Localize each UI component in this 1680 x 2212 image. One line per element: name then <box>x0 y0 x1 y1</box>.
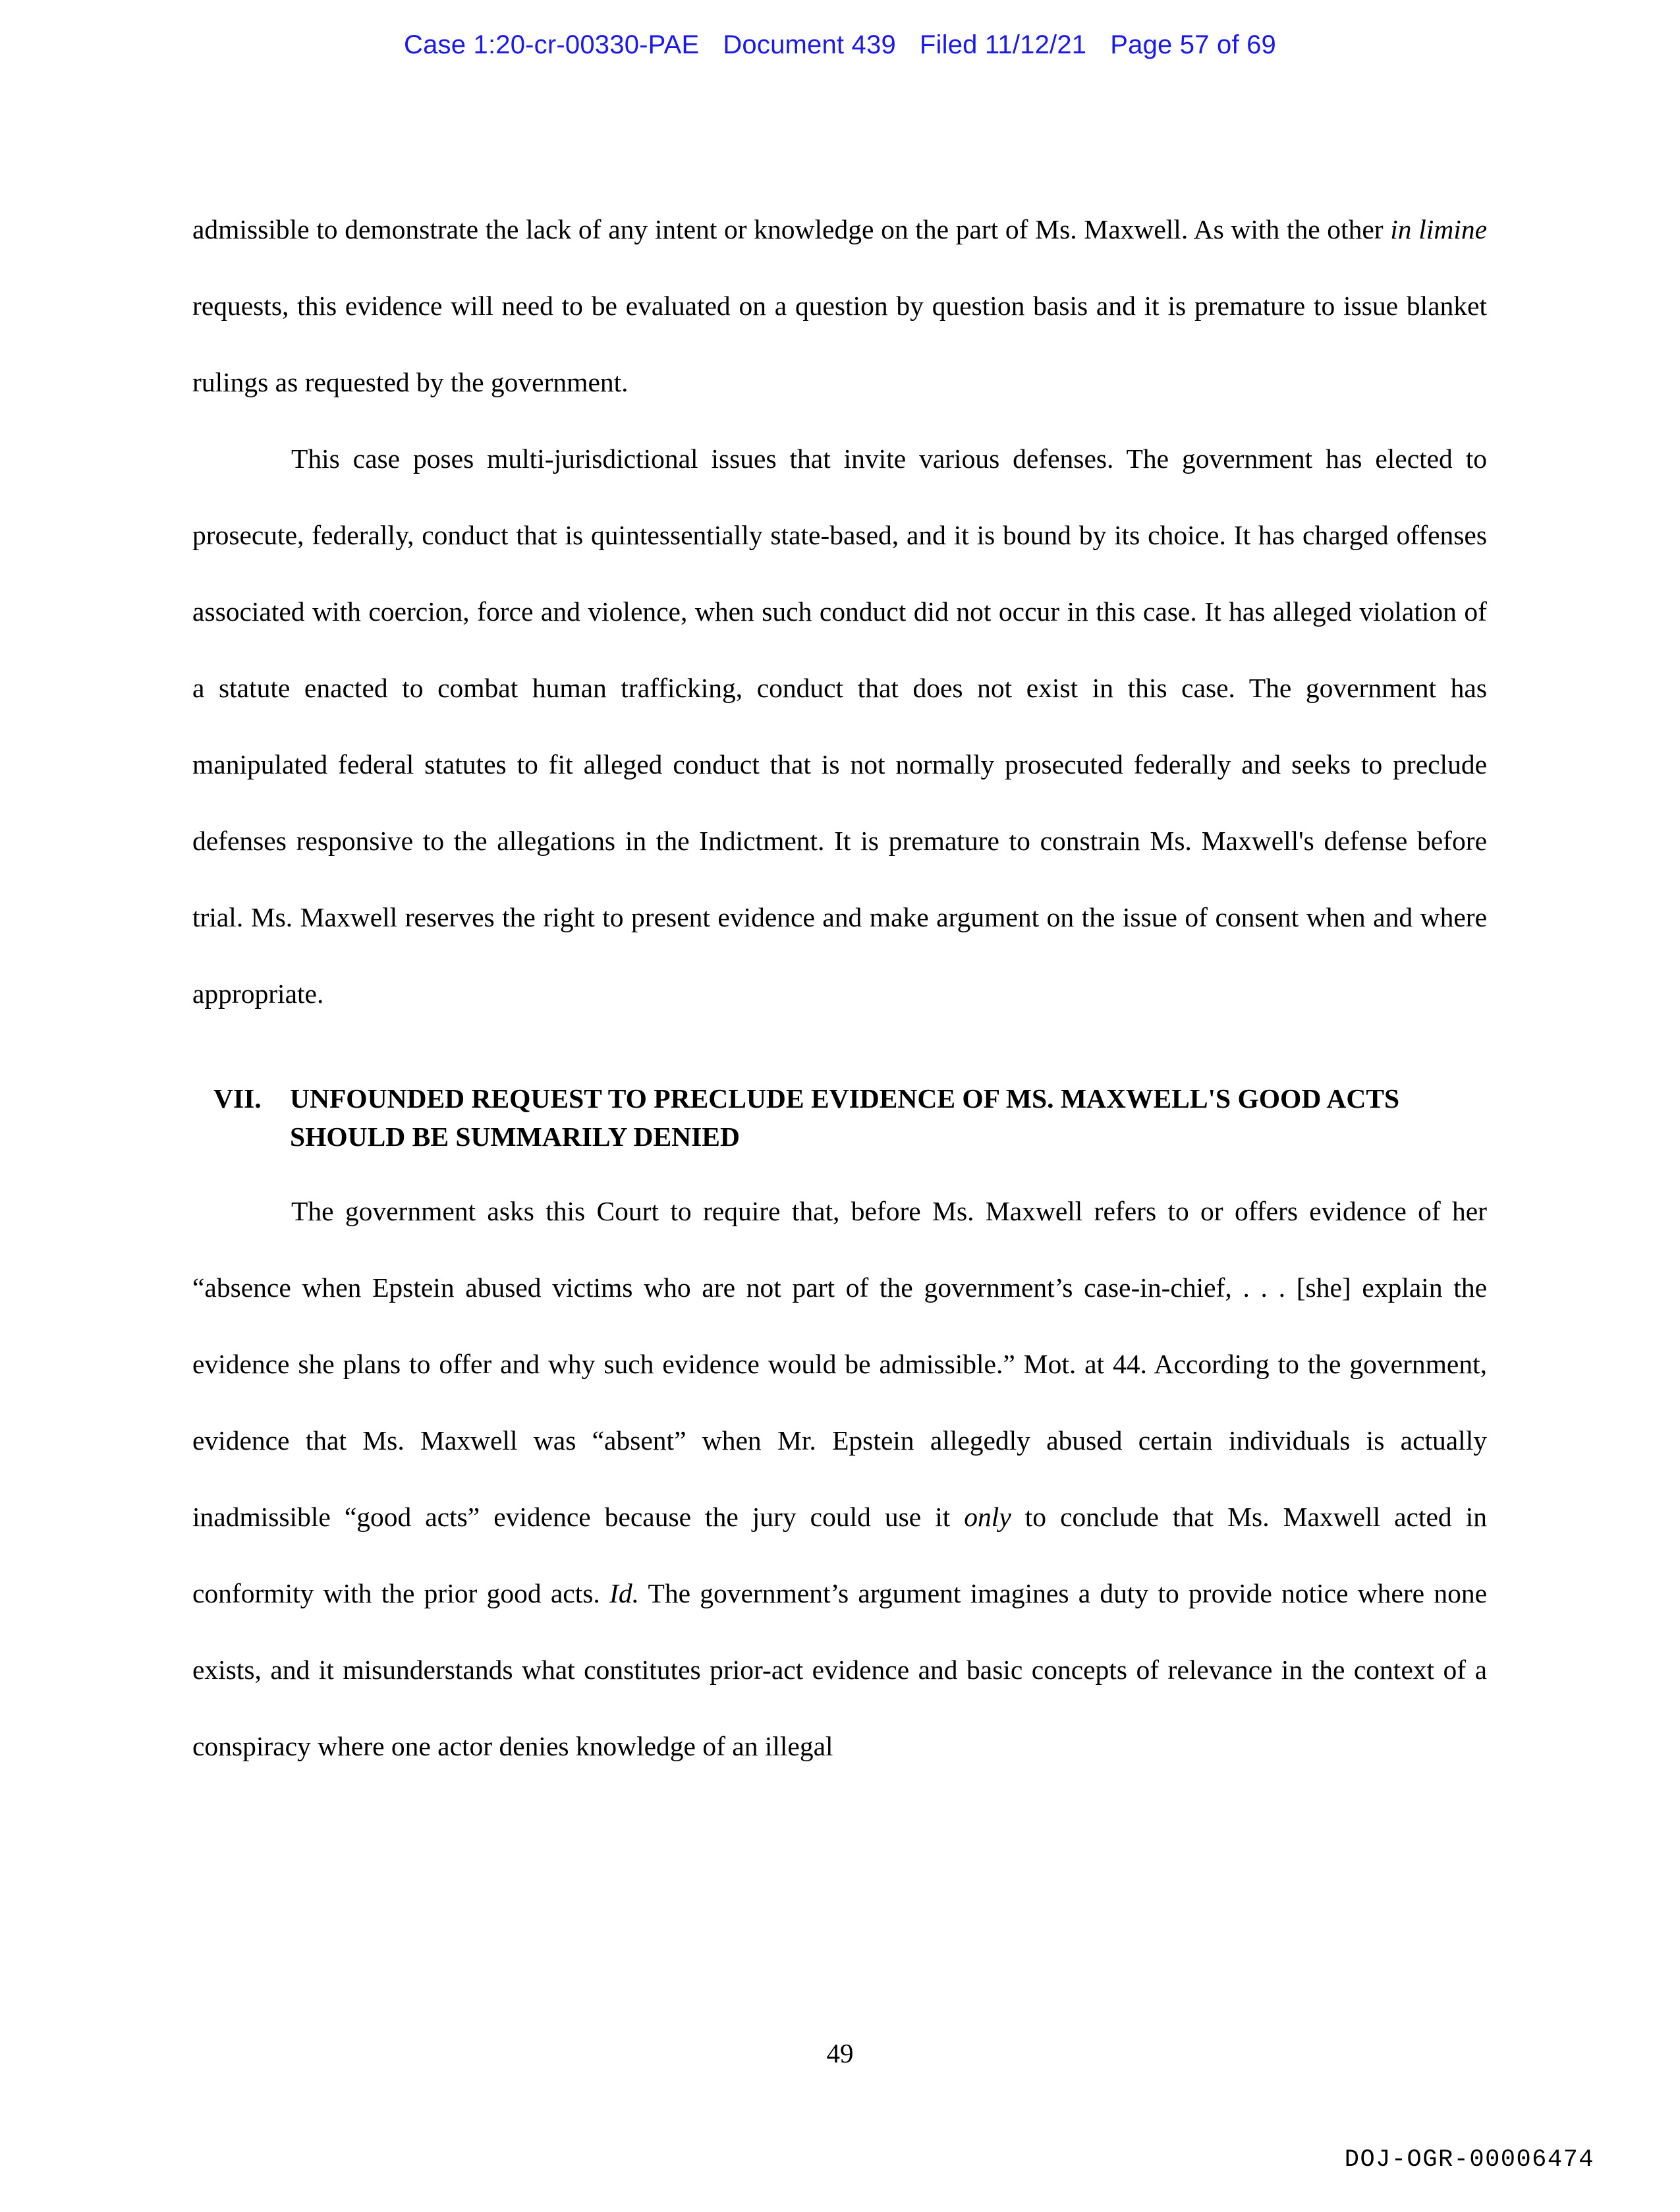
section-heading-row <box>192 1079 1487 1156</box>
bates-stamp: DOJ-OGR-00006474 <box>1344 2146 1594 2174</box>
section-heading-number: VII. <box>213 1083 262 1114</box>
header-document-number: Document 439 <box>723 30 896 59</box>
header-case-number: Case 1:20-cr-00330-PAE <box>404 30 700 59</box>
header-filed-date: Filed 11/12/21 <box>919 30 1087 59</box>
paragraph-multijurisdictional: This case poses multi-jurisdictional issues that invite various defenses. The government has elected to prosecute, federally, conduct that is quintessentially state-based, and it is bound by its choice. It has charged offenses associated with coercion, force and violence, when such conduct did not occur in this case. It has alleged violation of a statute enacted to combat human trafficking, conduct that does not exist in this case. The government has manipulated federal statutes to fit alleged conduct that is not normally prosecuted federally and seeks to preclude defenses responsive to the allegations in the Indictment. It is premature to constrain Ms. Maxwell's defense before trial. Ms. Maxwell reserves the right to present evidence and make argument on the issue of consent when and where appropriate. <box>192 443 1487 1009</box>
document-body <box>192 191 1487 1784</box>
header-page-of: Page 57 of 69 <box>1110 30 1276 59</box>
paragraph-continuation-text-b: requests, this evidence will need to be evaluated on a question by question basis and it is premature to issue blanket rulings as requested by the government. <box>192 291 1487 397</box>
section-heading-vii <box>192 1079 1487 1156</box>
italic-in-limine: in limine <box>1390 214 1487 244</box>
paragraph-continuation <box>192 191 1487 420</box>
page-number: 49 <box>826 2038 854 2068</box>
paragraph-good-acts-text-a: The government asks this Court to require that, before Ms. Maxwell refers to or offers evidence of her “absence when Epstein abused victims who are not part of the government’s case-in-chief, . . . [she] explain the evidence she plans to offer and why such evidence would be admissible.” Mot. at 44. According to the government, evidence that Ms. Maxwell was “absent” when Mr. Epstein allegedly abused certain individuals is actually inadmissible “good acts” evidence because the jury could use it <box>192 1196 1487 1532</box>
ecf-header-stamp <box>0 30 1680 60</box>
section-heading-title: UNFOUNDED REQUEST TO PRECLUDE EVIDENCE OF MS. MAXWELL'S GOOD ACTS SHOULD BE SUMMARILY DENIED <box>290 1083 1400 1152</box>
italic-id: Id. <box>609 1578 639 1608</box>
paragraph-good-acts <box>192 1173 1487 1784</box>
paragraph-good-acts-text-b: to conclude that Ms. Maxwell acted in conformity with the prior good acts. <box>192 1502 1487 1608</box>
italic-only: only <box>964 1502 1011 1532</box>
paragraph-good-acts-text-c: The government’s argument imagines a duty to provide notice where none exists, and it misunderstands what constitutes prior-act evidence and basic concepts of relevance in the context of a conspiracy where one actor denies knowledge of an illegal <box>192 1578 1487 1761</box>
paragraph-continuation-text-a: admissible to demonstrate the lack of any intent or knowledge on the part of Ms. Maxwell. As with the other <box>192 214 1391 244</box>
